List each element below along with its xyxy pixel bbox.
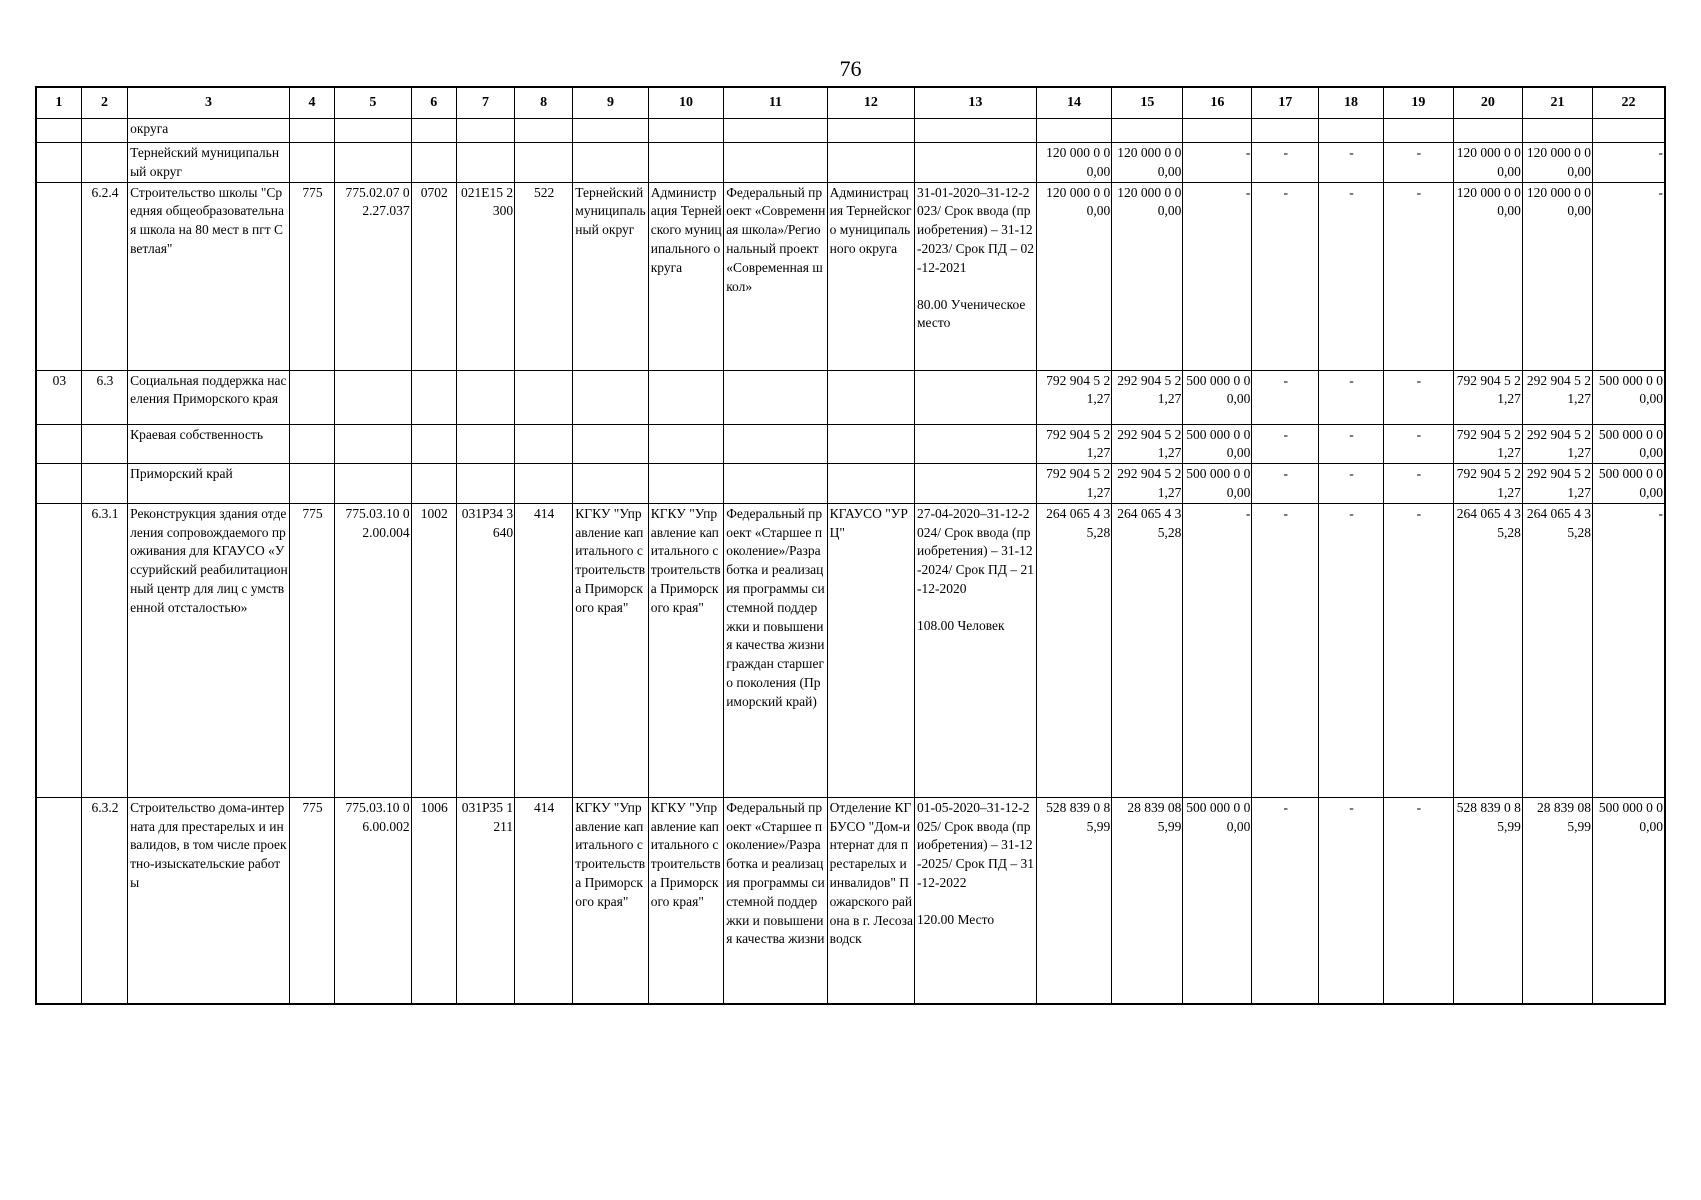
table-cell-col7: 031P34 3640 bbox=[456, 503, 514, 797]
column-header: 19 bbox=[1383, 87, 1453, 119]
table-cell-col5: 775.03.10 06.00.002 bbox=[335, 797, 412, 1004]
table-cell-col10: Администрация Тернейского муниципального округа bbox=[648, 182, 723, 370]
table-cell-col7 bbox=[456, 143, 514, 183]
table-cell-col15: 264 065 4 35,28 bbox=[1112, 503, 1183, 797]
table-cell-col18: - bbox=[1319, 503, 1384, 797]
table-cell-col21: 292 904 5 21,27 bbox=[1522, 370, 1592, 424]
table-cell-col16: - bbox=[1183, 503, 1252, 797]
table-cell-col15: 28 839 08 5,99 bbox=[1112, 797, 1183, 1004]
column-header: 14 bbox=[1036, 87, 1111, 119]
column-header: 9 bbox=[573, 87, 648, 119]
table-cell-col15: 292 904 5 21,27 bbox=[1112, 370, 1183, 424]
table-cell-col3: Социальная поддержка населения Приморского края bbox=[128, 370, 290, 424]
table-cell-col17: - bbox=[1252, 464, 1319, 504]
table-cell-col9 bbox=[573, 424, 648, 464]
table-cell-col4 bbox=[289, 424, 334, 464]
table-cell-col18: - bbox=[1319, 370, 1384, 424]
table-cell-col6: 0702 bbox=[411, 182, 456, 370]
table-cell-col12: Отделение КГБУСО "Дом-интернат для престарелых и инвалидов" Пожарского района в г. Лесозаводск bbox=[827, 797, 914, 1004]
table-cell-col8 bbox=[515, 424, 573, 464]
table-cell-col20: 792 904 5 21,27 bbox=[1453, 464, 1522, 504]
table-cell-col19: - bbox=[1383, 424, 1453, 464]
table-cell-col13 bbox=[914, 182, 1036, 370]
table-cell-col6 bbox=[411, 370, 456, 424]
column-header: 12 bbox=[827, 87, 914, 119]
table-cell-col22: 500 000 0 00,00 bbox=[1592, 797, 1665, 1004]
table-cell-col17: - bbox=[1252, 424, 1319, 464]
table-cell-col10: КГКУ "Управление капитального строительства Приморского края" bbox=[648, 503, 723, 797]
table-cell-col11 bbox=[724, 464, 827, 504]
table-row bbox=[36, 182, 1665, 370]
table-cell-col8 bbox=[515, 370, 573, 424]
table-cell-col8: 414 bbox=[515, 797, 573, 1004]
table-cell-col15: 292 904 5 21,27 bbox=[1112, 424, 1183, 464]
table-body bbox=[36, 119, 1665, 1005]
column-header: 15 bbox=[1112, 87, 1183, 119]
table-cell-col8 bbox=[515, 119, 573, 143]
table-cell-col18: - bbox=[1319, 143, 1384, 183]
table-cell-col19: - bbox=[1383, 143, 1453, 183]
table-cell-col19: - bbox=[1383, 182, 1453, 370]
table-cell-col14: 792 904 5 21,27 bbox=[1036, 464, 1111, 504]
table-cell-col15 bbox=[1112, 119, 1183, 143]
table-row bbox=[36, 424, 1665, 464]
table-cell-col22: - bbox=[1592, 143, 1665, 183]
table-row bbox=[36, 797, 1665, 1004]
capacity-text: 80.00 Ученическое место bbox=[916, 296, 1026, 331]
table-cell-col21: 28 839 08 5,99 bbox=[1522, 797, 1592, 1004]
table-cell-col9: КГКУ "Управление капитального строительства Приморского края" bbox=[573, 797, 648, 1004]
column-header: 6 bbox=[411, 87, 456, 119]
deadline-text: 31-01-2020–31-12-2023/ Срок ввода (приобретения) – 31-12-2023/ Срок ПД – 02-12-2021 bbox=[916, 184, 1035, 275]
table-cell-col13 bbox=[914, 370, 1036, 424]
table-cell-col3: Строительство дома-интерната для престарелых и инвалидов, в том числе проектно-изыскательские работы bbox=[128, 797, 290, 1004]
table-cell-col9: Тернейский муниципальный округ bbox=[573, 182, 648, 370]
table-cell-col7: 031P35 1211 bbox=[456, 797, 514, 1004]
table-cell-col13 bbox=[914, 143, 1036, 183]
table-cell-col13 bbox=[914, 503, 1036, 797]
table-cell-col5 bbox=[335, 119, 412, 143]
column-header: 8 bbox=[515, 87, 573, 119]
table-cell-col5 bbox=[335, 370, 412, 424]
table-cell-col11 bbox=[724, 143, 827, 183]
table-cell-col11: Федеральный проект «Старшее поколение»/Разработка и реализация программы системной поддержки и повышения качества жизни bbox=[724, 797, 827, 1004]
table-cell-col11 bbox=[724, 370, 827, 424]
table-cell-col9: КГКУ "Управление капитального строительства Приморского края" bbox=[573, 503, 648, 797]
table-cell-col16 bbox=[1183, 119, 1252, 143]
table-cell-col5 bbox=[335, 143, 412, 183]
table-cell-col3: округа bbox=[128, 119, 290, 143]
column-header: 22 bbox=[1592, 87, 1665, 119]
capacity-text: 120.00 Место bbox=[916, 911, 995, 927]
table-cell-col15: 120 000 0 00,00 bbox=[1112, 143, 1183, 183]
table-cell-col8 bbox=[515, 464, 573, 504]
table-cell-col18: - bbox=[1319, 424, 1384, 464]
table-cell-col22 bbox=[1592, 119, 1665, 143]
table-cell-col21: 292 904 5 21,27 bbox=[1522, 424, 1592, 464]
table-cell-col21 bbox=[1522, 119, 1592, 143]
table-cell-col7 bbox=[456, 370, 514, 424]
table-cell-col10 bbox=[648, 143, 723, 183]
column-header: 18 bbox=[1319, 87, 1384, 119]
table-cell-col13 bbox=[914, 119, 1036, 143]
table-cell-col11: Федеральный проект «Современная школа»/Региональный проект «Современная школ» bbox=[724, 182, 827, 370]
table-cell-col2: 6.3.2 bbox=[81, 797, 127, 1004]
table-cell-col12: Администрация Тернейского муниципального округа bbox=[827, 182, 914, 370]
table-cell-col20: 264 065 4 35,28 bbox=[1453, 503, 1522, 797]
table-cell-col7 bbox=[456, 424, 514, 464]
table-header bbox=[36, 87, 1665, 119]
column-header: 16 bbox=[1183, 87, 1252, 119]
table-cell-col14: 120 000 0 00,00 bbox=[1036, 182, 1111, 370]
table-cell-col21: 292 904 5 21,27 bbox=[1522, 464, 1592, 504]
table-cell-col9 bbox=[573, 143, 648, 183]
table-cell-col3: Приморский край bbox=[128, 464, 290, 504]
table-cell-col11 bbox=[724, 424, 827, 464]
table-cell-col16: 500 000 0 00,00 bbox=[1183, 797, 1252, 1004]
table-cell-col9 bbox=[573, 370, 648, 424]
table-cell-col8 bbox=[515, 143, 573, 183]
table-cell-col7 bbox=[456, 119, 514, 143]
table-cell-col14: 264 065 4 35,28 bbox=[1036, 503, 1111, 797]
table-cell-col18: - bbox=[1319, 182, 1384, 370]
table-cell-col12 bbox=[827, 370, 914, 424]
table-cell-col19 bbox=[1383, 119, 1453, 143]
table-cell-col8: 414 bbox=[515, 503, 573, 797]
column-header: 10 bbox=[648, 87, 723, 119]
table-cell-col20: 120 000 0 00,00 bbox=[1453, 182, 1522, 370]
column-header: 2 bbox=[81, 87, 127, 119]
table-cell-col22: 500 000 0 00,00 bbox=[1592, 370, 1665, 424]
table-cell-col16: - bbox=[1183, 182, 1252, 370]
table-cell-col19: - bbox=[1383, 464, 1453, 504]
table-cell-col13 bbox=[914, 464, 1036, 504]
column-header: 11 bbox=[724, 87, 827, 119]
table-cell-col20 bbox=[1453, 119, 1522, 143]
table-cell-col1 bbox=[36, 143, 81, 183]
table-row bbox=[36, 464, 1665, 504]
table-cell-col15: 292 904 5 21,27 bbox=[1112, 464, 1183, 504]
table-cell-col4: 775 bbox=[289, 797, 334, 1004]
page-number: 76 bbox=[839, 56, 862, 81]
column-header: 7 bbox=[456, 87, 514, 119]
column-header: 21 bbox=[1522, 87, 1592, 119]
table-cell-col16: 500 000 0 00,00 bbox=[1183, 464, 1252, 504]
column-header: 3 bbox=[128, 87, 290, 119]
table-cell-col18 bbox=[1319, 119, 1384, 143]
column-header: 17 bbox=[1252, 87, 1319, 119]
table-cell-col11: Федеральный проект «Старшее поколение»/Разработка и реализация программы системной поддержки и повышения качества жизни граждан старшего поколения (Приморский край) bbox=[724, 503, 827, 797]
table-cell-col16: - bbox=[1183, 143, 1252, 183]
table-cell-col20: 120 000 0 00,00 bbox=[1453, 143, 1522, 183]
header-row bbox=[36, 87, 1665, 119]
table-cell-col13 bbox=[914, 797, 1036, 1004]
column-header: 20 bbox=[1453, 87, 1522, 119]
table-cell-col6: 1006 bbox=[411, 797, 456, 1004]
spacer bbox=[917, 893, 1035, 911]
table-cell-col2 bbox=[81, 119, 127, 143]
table-cell-col8: 522 bbox=[515, 182, 573, 370]
table-cell-col5: 775.02.07 02.27.037 bbox=[335, 182, 412, 370]
column-header: 1 bbox=[36, 87, 81, 119]
table-cell-col4: 775 bbox=[289, 503, 334, 797]
table-cell-col3: Краевая собственность bbox=[128, 424, 290, 464]
table-cell-col17: - bbox=[1252, 797, 1319, 1004]
table-cell-col9 bbox=[573, 119, 648, 143]
table-row bbox=[36, 370, 1665, 424]
table-cell-col16: 500 000 0 00,00 bbox=[1183, 424, 1252, 464]
table-cell-col2: 6.3 bbox=[81, 370, 127, 424]
table-cell-col20: 528 839 0 85,99 bbox=[1453, 797, 1522, 1004]
table-row bbox=[36, 119, 1665, 143]
table-cell-col9 bbox=[573, 464, 648, 504]
table-cell-col18: - bbox=[1319, 464, 1384, 504]
spacer bbox=[917, 599, 1035, 617]
table-cell-col4 bbox=[289, 370, 334, 424]
table-cell-col4 bbox=[289, 119, 334, 143]
table-cell-col5 bbox=[335, 424, 412, 464]
spacer bbox=[917, 278, 1035, 296]
table-cell-col1 bbox=[36, 424, 81, 464]
table-cell-col2: 6.2.4 bbox=[81, 182, 127, 370]
table-cell-col6 bbox=[411, 119, 456, 143]
table-cell-col10 bbox=[648, 119, 723, 143]
table-cell-col16: 500 000 0 00,00 bbox=[1183, 370, 1252, 424]
table-cell-col2 bbox=[81, 464, 127, 504]
table-cell-col12 bbox=[827, 424, 914, 464]
table-cell-col10: КГКУ "Управление капитального строительства Приморского края" bbox=[648, 797, 723, 1004]
table-cell-col6 bbox=[411, 424, 456, 464]
table-cell-col14: 792 904 5 21,27 bbox=[1036, 370, 1111, 424]
table-cell-col1 bbox=[36, 503, 81, 797]
table-cell-col14 bbox=[1036, 119, 1111, 143]
table-cell-col6 bbox=[411, 464, 456, 504]
table-cell-col14: 528 839 0 85,99 bbox=[1036, 797, 1111, 1004]
table-cell-col22: - bbox=[1592, 182, 1665, 370]
table-cell-col10 bbox=[648, 370, 723, 424]
table-cell-col21: 120 000 0 00,00 bbox=[1522, 182, 1592, 370]
table-cell-col4 bbox=[289, 143, 334, 183]
table-cell-col21: 120 000 0 00,00 bbox=[1522, 143, 1592, 183]
table-cell-col21: 264 065 4 35,28 bbox=[1522, 503, 1592, 797]
table-cell-col7: 021E15 2300 bbox=[456, 182, 514, 370]
table-cell-col2: 6.3.1 bbox=[81, 503, 127, 797]
table-cell-col22: 500 000 0 00,00 bbox=[1592, 464, 1665, 504]
table-cell-col10 bbox=[648, 424, 723, 464]
table-row bbox=[36, 143, 1665, 183]
table-cell-col10 bbox=[648, 464, 723, 504]
table-cell-col3: Реконструкция здания отделения сопровождаемого проживания для КГАУСО «Уссурийский реабилитационный центр для лиц с умственной отсталостью» bbox=[128, 503, 290, 797]
table-cell-col14: 792 904 5 21,27 bbox=[1036, 424, 1111, 464]
data-table bbox=[35, 86, 1666, 1005]
table-cell-col12 bbox=[827, 143, 914, 183]
table-cell-col17: - bbox=[1252, 503, 1319, 797]
deadline-text: 27-04-2020–31-12-2024/ Срок ввода (приобретения) – 31-12-2024/ Срок ПД – 21-12-2020 bbox=[916, 505, 1035, 596]
table-cell-col2 bbox=[81, 143, 127, 183]
column-header: 4 bbox=[289, 87, 334, 119]
table-cell-col1 bbox=[36, 464, 81, 504]
capacity-text: 108.00 Человек bbox=[916, 617, 1005, 633]
table-cell-col11 bbox=[724, 119, 827, 143]
table-cell-col1 bbox=[36, 182, 81, 370]
table-cell-col4 bbox=[289, 464, 334, 504]
table-cell-col18: - bbox=[1319, 797, 1384, 1004]
table-cell-col1: 03 bbox=[36, 370, 81, 424]
table-cell-col3: Тернейский муниципальный округ bbox=[128, 143, 290, 183]
table-cell-col14: 120 000 0 00,00 bbox=[1036, 143, 1111, 183]
table-cell-col17: - bbox=[1252, 370, 1319, 424]
table-cell-col5: 775.03.10 02.00.004 bbox=[335, 503, 412, 797]
table-cell-col22: - bbox=[1592, 503, 1665, 797]
table-cell-col19: - bbox=[1383, 370, 1453, 424]
table-cell-col19: - bbox=[1383, 797, 1453, 1004]
table-row bbox=[36, 503, 1665, 797]
deadline-text: 01-05-2020–31-12-2025/ Срок ввода (приобретения) – 31-12-2025/ Срок ПД – 31-12-2022 bbox=[916, 799, 1035, 890]
table-cell-col1 bbox=[36, 797, 81, 1004]
table-cell-col22: 500 000 0 00,00 bbox=[1592, 424, 1665, 464]
table-cell-col3: Строительство школы "Средняя общеобразовательная школа на 80 мест в пгт Светлая" bbox=[128, 182, 290, 370]
table-cell-col20: 792 904 5 21,27 bbox=[1453, 424, 1522, 464]
table-cell-col12 bbox=[827, 464, 914, 504]
column-header: 5 bbox=[335, 87, 412, 119]
table-cell-col15: 120 000 0 00,00 bbox=[1112, 182, 1183, 370]
table-cell-col12: КГАУСО "УРЦ" bbox=[827, 503, 914, 797]
table-cell-col1 bbox=[36, 119, 81, 143]
table-cell-col7 bbox=[456, 464, 514, 504]
table-cell-col13 bbox=[914, 424, 1036, 464]
table-cell-col6 bbox=[411, 143, 456, 183]
table-cell-col5 bbox=[335, 464, 412, 504]
table-cell-col12 bbox=[827, 119, 914, 143]
table-cell-col2 bbox=[81, 424, 127, 464]
table-cell-col17: - bbox=[1252, 182, 1319, 370]
column-header: 13 bbox=[914, 87, 1036, 119]
table-cell-col6: 1002 bbox=[411, 503, 456, 797]
table-cell-col19: - bbox=[1383, 503, 1453, 797]
table-cell-col20: 792 904 5 21,27 bbox=[1453, 370, 1522, 424]
table-cell-col17: - bbox=[1252, 143, 1319, 183]
table-cell-col17 bbox=[1252, 119, 1319, 143]
table-cell-col4: 775 bbox=[289, 182, 334, 370]
